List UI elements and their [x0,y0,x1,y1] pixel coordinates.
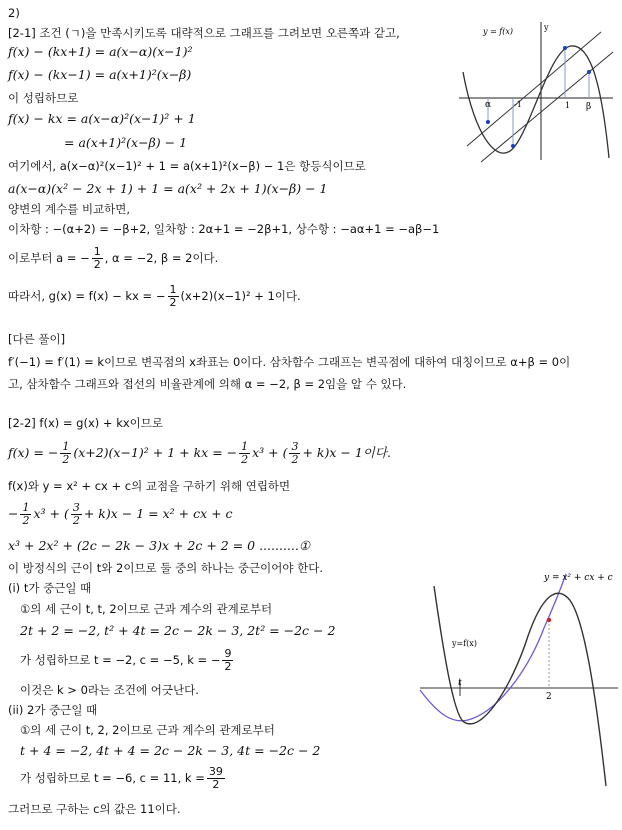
alt-line-1: f′(−1) = f′(1) = k이므로 변곡점의 x좌표는 0이다. 삼차함수 그래프는 변곡점에 대하여 대칭이므로 α+β = 0이 [8,355,571,369]
equation-3: f(x) − kx = a(x−α)²(x−1)² + 1 [8,111,196,126]
s2-line-4-equation-1: x³ + 2x² + (2c − 2k − 3)x + 2c + 2 = 0 ..........① [8,538,311,553]
parabola [420,574,566,721]
tick-beta: β [586,102,592,112]
fraction-numerator: 1 [93,245,101,258]
case-1-header: (i) t가 중근일 때 [8,581,92,595]
fraction-denominator: 2 [291,453,299,466]
fraction [92,246,103,271]
from-line [8,246,218,271]
fraction [207,766,225,791]
fraction-numerator: 3 [72,501,80,514]
fraction-numerator: 3 [291,440,299,453]
s2-l1-suffix: + k)x − 1이다. [302,445,391,460]
s2-line-1 [8,441,391,466]
tick-alpha: α [485,100,492,110]
coefficient-line: 이차항 : −(α+2) = −β+2, 일차항 : 2α+1 = −2β+1, 상수항 : −aα+1 = −aβ−1 [8,222,440,236]
case-1-relations: 2t + 2 = −2, t² + 4t = 2c − 2k − 3, 2t² = −2c − 2 [20,623,336,638]
fraction [168,284,179,309]
s2-l3-mid: x³ + ( [33,506,69,521]
text-compare: 양변의 계수를 비교하면, [8,202,131,216]
point-beta [587,70,591,74]
graph-2 [418,566,618,794]
tick-2: 2 [546,692,552,702]
alt-header: [다른 풀이] [8,332,66,346]
fraction-denominator: 2 [224,660,232,673]
fraction-numerator: 1 [241,440,249,453]
fraction-denominator: 2 [169,296,177,309]
fraction-denominator: 2 [93,258,101,271]
from-suffix: , α = −2, β = 2이다. [104,251,219,265]
fraction-denominator: 2 [212,778,220,791]
point-1 [563,46,567,50]
fraction-numerator: 1 [62,440,70,453]
fraction [60,441,71,466]
equation-5: a(x−α)(x² − 2x + 1) + 1 = a(x² + 2x + 1)(x−β) − 1 [8,181,328,196]
case-1-result-prefix: 가 성립하므로 t = −2, c = −5, k = − [20,653,221,667]
case-2-result-prefix: 가 성립하므로 t = −6, c = 11, k = [20,771,205,785]
graph-1 [455,18,615,164]
section2-header: [2-2] f(x) = g(x) + kx이므로 [8,416,164,430]
parabola-label: y = x² + cx + c [544,573,613,583]
tangent-point [547,618,551,622]
case-2-roots: ①의 세 근이 t, 2, 2이므로 근과 계수의 관계로부터 [20,723,275,737]
fraction-numerator: 39 [208,765,223,778]
case-1-roots: ①의 세 근이 t, t, 2이므로 근과 계수의 관계로부터 [20,602,273,616]
curve-label-2: y=f(x) [452,639,477,648]
s2-line-3 [8,502,233,527]
fraction-denominator: 2 [241,453,249,466]
tick-minus1: -1 [514,100,522,109]
problem-number: 2) [8,6,20,20]
s2-line-5: 이 방정식의 근이 t와 2이므로 둘 중의 하나는 중근이어야 한다. [8,561,323,575]
fraction-numerator: 1 [22,501,30,514]
fraction [239,441,250,466]
fraction [222,648,233,673]
curve-label: y = f(x) [483,27,514,36]
fraction-denominator: 2 [72,514,80,527]
alt-line-2: 고, 삼차함수 그래프와 접선의 비율관계에 의해 α = −2, β = 2임을 알 수 있다. [8,377,407,391]
thus-suffix: (x+2)(x−1)² + 1이다. [180,289,301,303]
tick-1: 1 [565,101,571,110]
y-axis-label: y [544,23,549,32]
point-minus1 [511,144,515,148]
s2-l1-mid2: x³ + ( [252,445,288,460]
thus-prefix: 따라서, g(x) = f(x) − kx = − [8,289,166,303]
fraction-denominator: 2 [22,514,30,527]
equation-2: f(x) − (kx−1) = a(x+1)²(x−β) [8,67,192,82]
point-alpha [486,120,490,124]
equation-4: = a(x+1)²(x−β) − 1 [64,135,188,150]
equation-1: f(x) − (kx+1) = a(x−α)(x−1)² [8,44,193,59]
s2-line-2: f(x)와 y = x² + cx + c의 교점을 구하기 위해 연립하면 [8,479,291,493]
text-identity: 여기에서, a(x−α)²(x−1)² + 1 = a(x+1)²(x−β) − 1은 항등식이므로 [8,159,366,173]
fraction-numerator: 9 [224,647,232,660]
case-1-contradiction: 이것은 k > 0라는 조건에 어긋난다. [20,683,199,697]
s2-l3-prefix: − [8,506,19,521]
conclusion: 그러므로 구하는 c의 값은 11이다. [8,802,181,816]
from-prefix: 이로부터 a = − [8,251,90,265]
fraction [71,502,82,527]
s2-l1-prefix: f(x) = − [8,445,59,460]
fraction [289,441,300,466]
s2-l1-mid: (x+2)(x−1)² + 1 + kx = − [73,445,238,460]
fraction-denominator: 2 [62,453,70,466]
case-2-result [20,766,227,791]
section1-header: [2-1] 조건 (ㄱ)을 만족시키도록 대략적으로 그래프를 그려보면 오른쪽과 같고, [8,26,400,40]
text-holds: 이 성립하므로 [8,91,79,105]
case-2-header: (ii) 2가 중근일 때 [8,703,98,717]
case-2-relations: t + 4 = −2, 4t + 4 = 2c − 2k − 3, 4t = −2c − 2 [20,743,321,758]
case-1-result [20,648,235,673]
tick-t: t [458,678,462,688]
fraction-numerator: 1 [169,283,177,296]
s2-l3-suffix: + k)x − 1 = x² + cx + c [83,506,233,521]
thus-line [8,284,301,309]
fraction [20,502,31,527]
